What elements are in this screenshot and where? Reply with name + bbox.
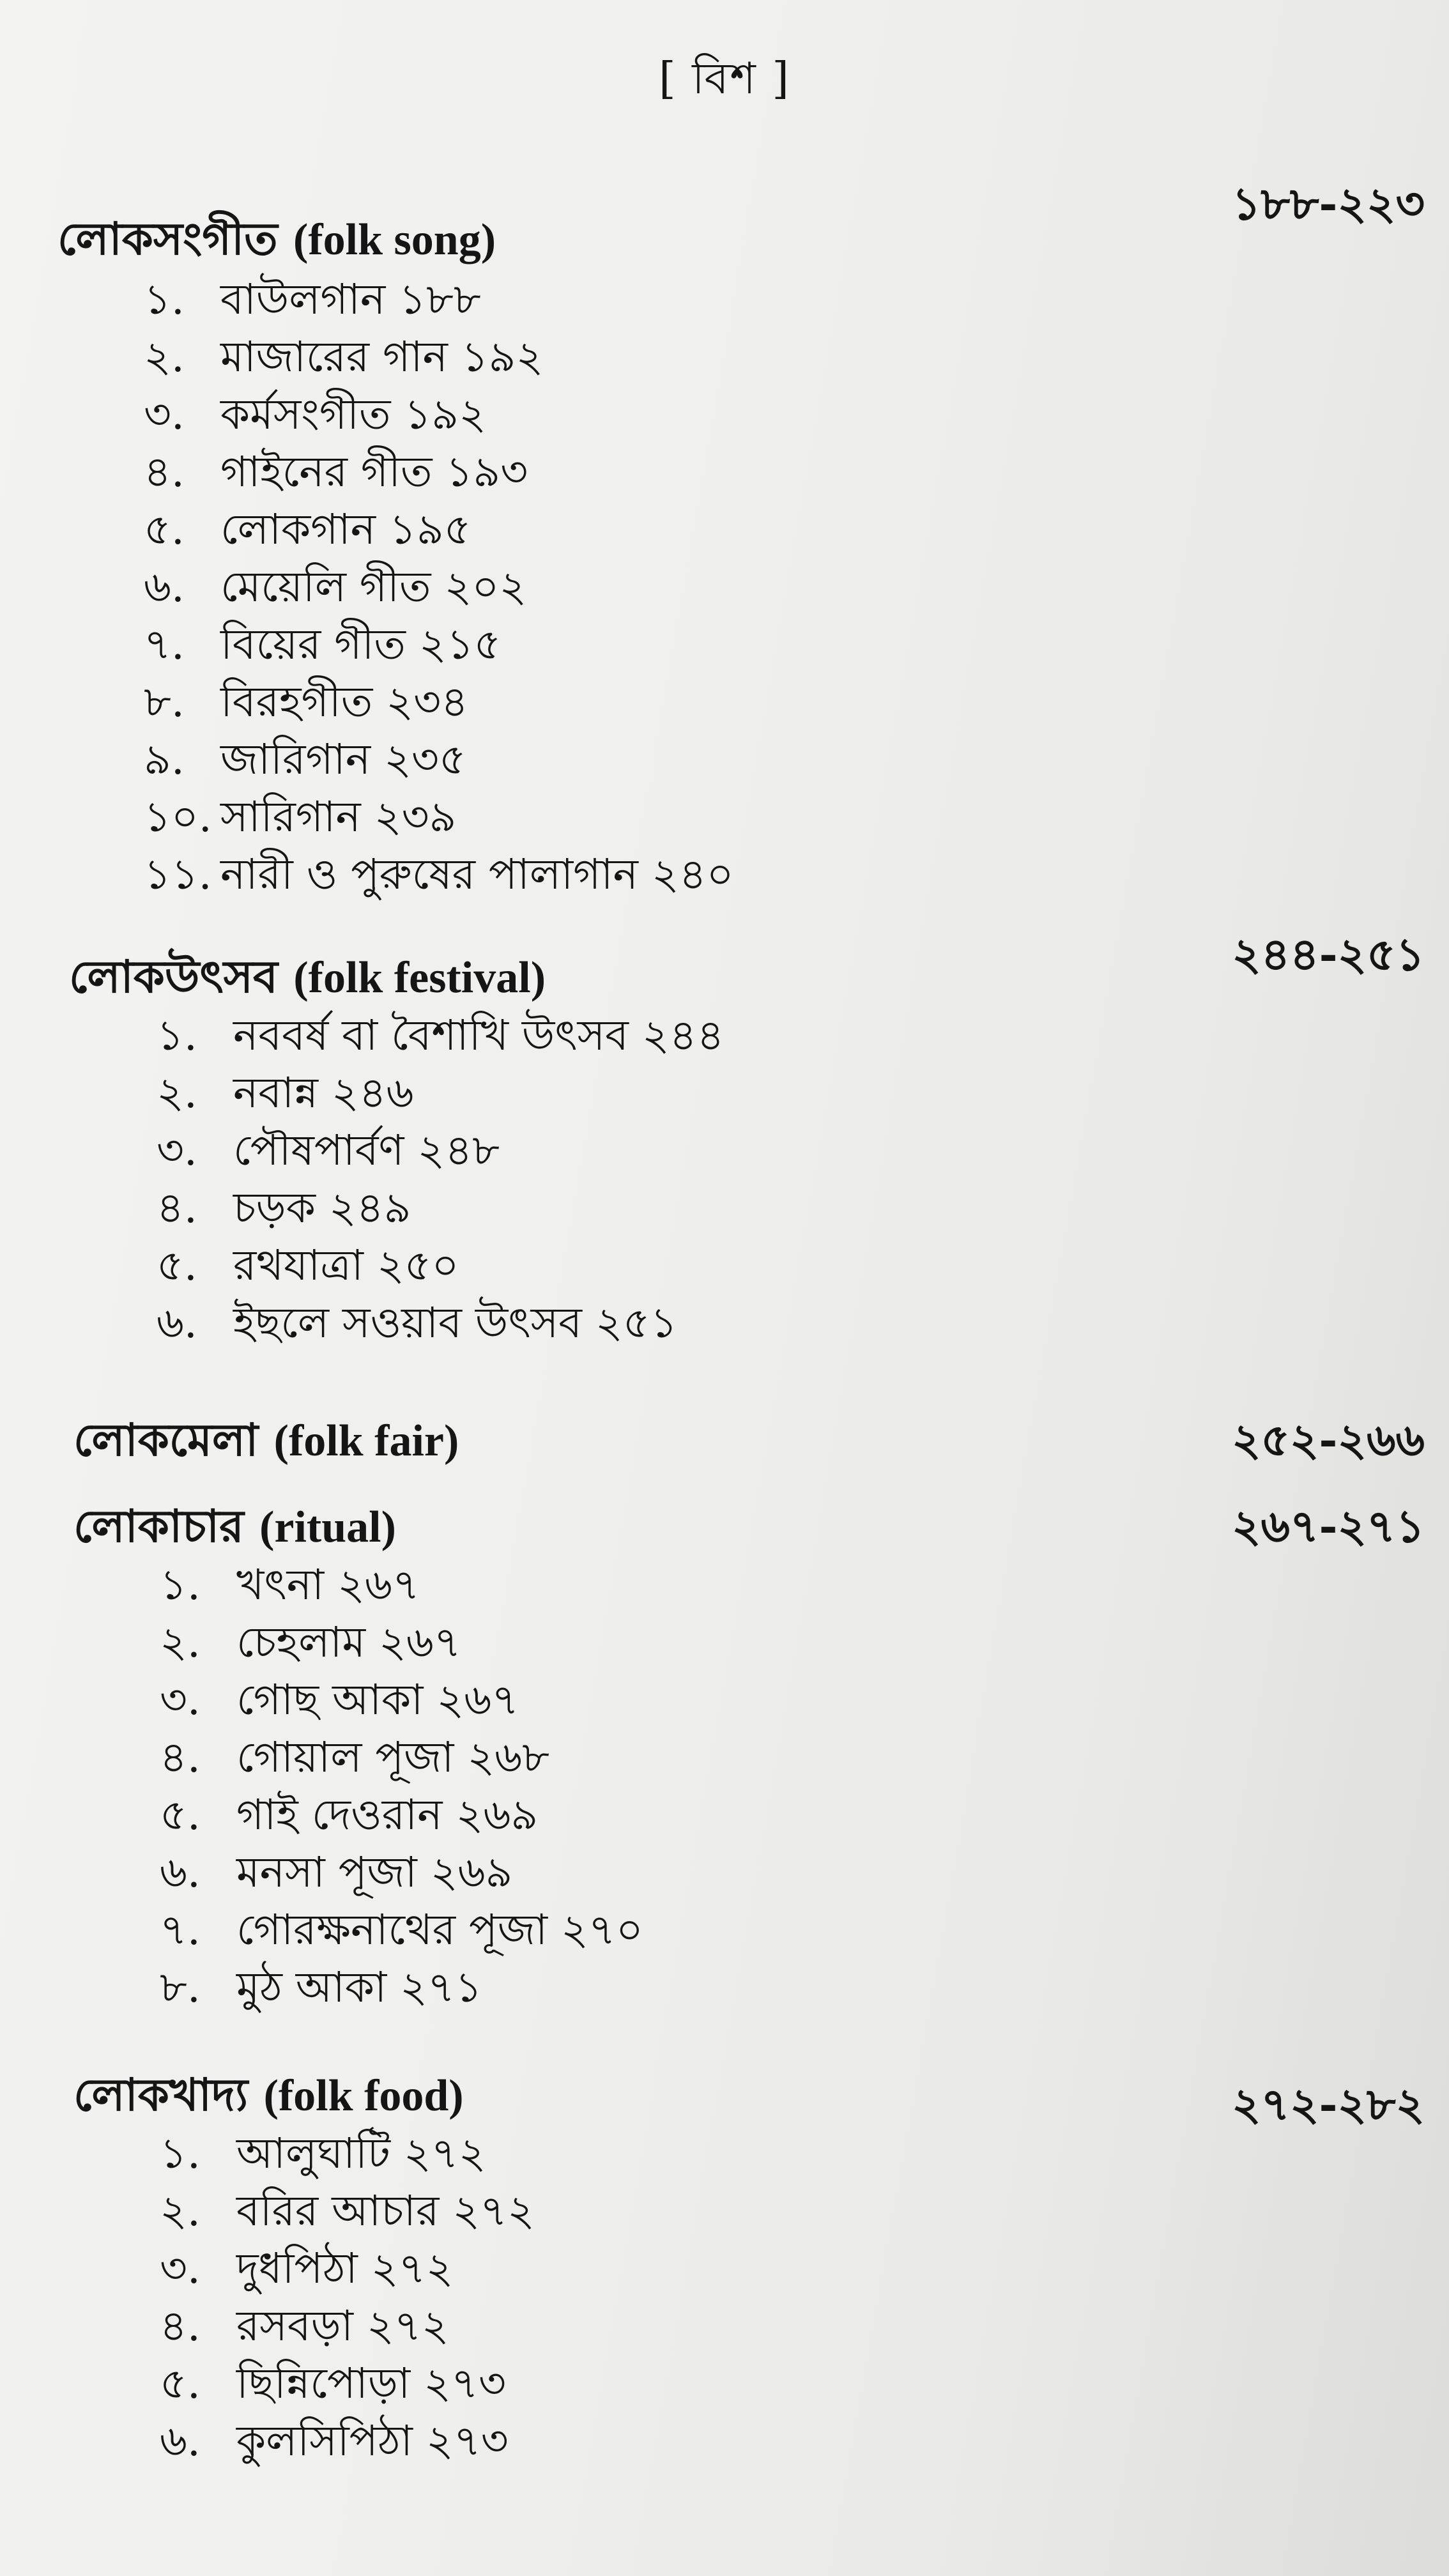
item-number: ৪.: [160, 1733, 201, 1782]
item-number: ১০.: [144, 792, 212, 841]
list-item: [160, 2409, 509, 2466]
item-number: ৬.: [160, 1848, 201, 1897]
item-text: ইছলে সওয়াব উৎসব ২৫১: [233, 1298, 678, 1347]
item-number: ২.: [157, 1068, 197, 1117]
item-number: ৪.: [144, 447, 185, 496]
item-text: দুধপিঠা ২৭২: [236, 2244, 454, 2293]
item-text: বরির আচার ২৭২: [236, 2186, 535, 2235]
item-number: ৪.: [160, 2301, 201, 2350]
item-text: আলুঘাটি ২৭২: [236, 2129, 486, 2178]
list-item: [160, 1840, 512, 1897]
section-title-en: (folk food): [263, 2071, 464, 2120]
section-title-bn: লোকাচার: [73, 1499, 244, 1552]
item-text: ছিন্নিপোড়া ২৭৩: [236, 2359, 506, 2408]
list-item: [144, 727, 466, 785]
list-item: [144, 440, 528, 497]
section-title-bn: লোকখাদ্য: [73, 2068, 249, 2121]
item-number: ১.: [160, 2129, 201, 2178]
item-number: ৬.: [144, 562, 185, 611]
item-text: নারী ও পুরুষের পালাগান ২৪০: [220, 850, 734, 899]
item-number: ৬.: [160, 2416, 201, 2465]
list-item: [160, 1782, 538, 1840]
list-item: [144, 497, 471, 555]
list-item: [160, 1667, 519, 1725]
item-text: বাউলগান ১৮৮: [220, 275, 481, 324]
list-item: [160, 1897, 643, 1955]
item-number: ৮.: [144, 677, 185, 726]
item-text: গাই দেওরান ২৬৯: [236, 1790, 539, 1839]
section-page-range: ২৫২-২৬৬: [1231, 1413, 1425, 1466]
list-item: [160, 2294, 449, 2351]
list-item: [144, 382, 486, 440]
item-text: নবান্ন ২৪৬: [233, 1068, 414, 1117]
list-item: [160, 1552, 420, 1610]
section-title-bn: লোকউৎসব: [69, 950, 278, 1003]
list-item: [160, 2236, 453, 2294]
item-number: ২.: [160, 1618, 201, 1667]
list-item: [157, 1176, 411, 1233]
list-item: [144, 325, 543, 382]
section-title: [73, 1406, 459, 1480]
item-text: গোছ আকা ২৬৭: [236, 1675, 519, 1724]
item-number: ৫.: [160, 2359, 201, 2408]
list-item: [160, 1725, 549, 1782]
item-text: গাইনের গীত ১৯৩: [220, 447, 528, 496]
item-text: কর্মসংগীত ১৯২: [220, 390, 487, 439]
item-text: চড়ক ২৪৯: [233, 1183, 411, 1232]
item-text: রসবড়া ২৭২: [236, 2301, 449, 2350]
list-item: [157, 1061, 414, 1118]
item-text: মেয়েলি গীত ২০২: [220, 562, 527, 611]
list-item: [144, 670, 468, 727]
item-text: গোরক্ষনাথের পূজা ২৭০: [236, 1905, 643, 1954]
item-number: ১১.: [144, 850, 212, 899]
item-number: ৩.: [160, 2244, 201, 2293]
item-number: ৮.: [160, 1963, 201, 2012]
section-page-range: ১৮৮-২২৩: [1232, 177, 1425, 230]
section-title-en: (folk festival): [293, 953, 546, 1002]
item-number: ৬.: [157, 1298, 197, 1347]
list-item: [157, 1291, 677, 1348]
list-item: [157, 1003, 724, 1061]
list-item: [160, 1610, 461, 1667]
item-text: মুঠ আকা ২৭১: [236, 1963, 482, 2012]
item-text: খৎনা ২৬৭: [236, 1560, 420, 1609]
list-item: [160, 1955, 482, 2012]
item-text: চেহলাম ২৬৭: [236, 1618, 461, 1667]
item-number: ২.: [144, 332, 185, 381]
list-item: [144, 842, 734, 900]
item-number: ২.: [160, 2186, 201, 2235]
section-page-range: ২৪৪-২৫১: [1232, 928, 1425, 981]
item-number: ৪.: [157, 1183, 197, 1232]
section-title-en: (folk fair): [273, 1416, 459, 1466]
list-item: [144, 612, 502, 670]
item-number: ৫.: [144, 505, 185, 554]
item-number: ৭.: [144, 620, 185, 669]
item-text: বিরহগীত ২৩৪: [220, 677, 468, 726]
list-item: [144, 785, 456, 842]
item-number: ১.: [160, 1560, 201, 1609]
item-number: ৫.: [160, 1790, 201, 1839]
section-title-bn: লোকমেলা: [73, 1413, 259, 1466]
section-title-en: (ritual): [259, 1503, 396, 1552]
list-item: [160, 2351, 506, 2409]
item-number: ৯.: [144, 735, 185, 784]
item-text: নববর্ষ বা বৈশাখি উৎসব ২৪৪: [233, 1011, 724, 1060]
item-number: ৩.: [144, 390, 185, 439]
list-item: [160, 2121, 486, 2179]
item-text: গোয়াল পূজা ২৬৮: [236, 1733, 549, 1782]
list-item: [144, 267, 481, 325]
item-text: পৌষপার্বণ ২৪৮: [233, 1126, 500, 1175]
section-title-bn: লোকসংগীত: [57, 212, 278, 265]
item-number: ৩.: [157, 1126, 197, 1175]
section-page-range: ২৭২-২৮২: [1231, 2078, 1425, 2131]
item-text: মনসা পূজা ২৬৯: [236, 1848, 513, 1897]
list-item: [157, 1233, 459, 1291]
item-text: বিয়ের গীত ২১৫: [220, 620, 502, 669]
item-text: জারিগান ২৩৫: [220, 735, 466, 784]
list-item: [157, 1118, 500, 1176]
item-text: কুলসিপিঠা ২৭৩: [236, 2416, 509, 2465]
list-item: [144, 555, 526, 612]
section-title-en: (folk song): [293, 215, 496, 264]
item-text: রথযাত্রা ২৫০: [233, 1241, 459, 1290]
item-text: লোকগান ১৯৫: [220, 505, 471, 554]
item-number: ৫.: [157, 1241, 197, 1290]
item-text: মাজারের গান ১৯২: [220, 332, 544, 381]
item-text: সারিগান ২৩৯: [220, 792, 457, 841]
item-number: ৩.: [160, 1675, 201, 1724]
list-item: [160, 2179, 535, 2236]
item-number: ১.: [144, 275, 185, 324]
item-number: ১.: [157, 1011, 197, 1060]
page-header: [ বিশ ]: [659, 54, 790, 104]
section-page-range: ২৬৭-২৭১: [1231, 1499, 1425, 1552]
item-number: ৭.: [160, 1905, 201, 1954]
